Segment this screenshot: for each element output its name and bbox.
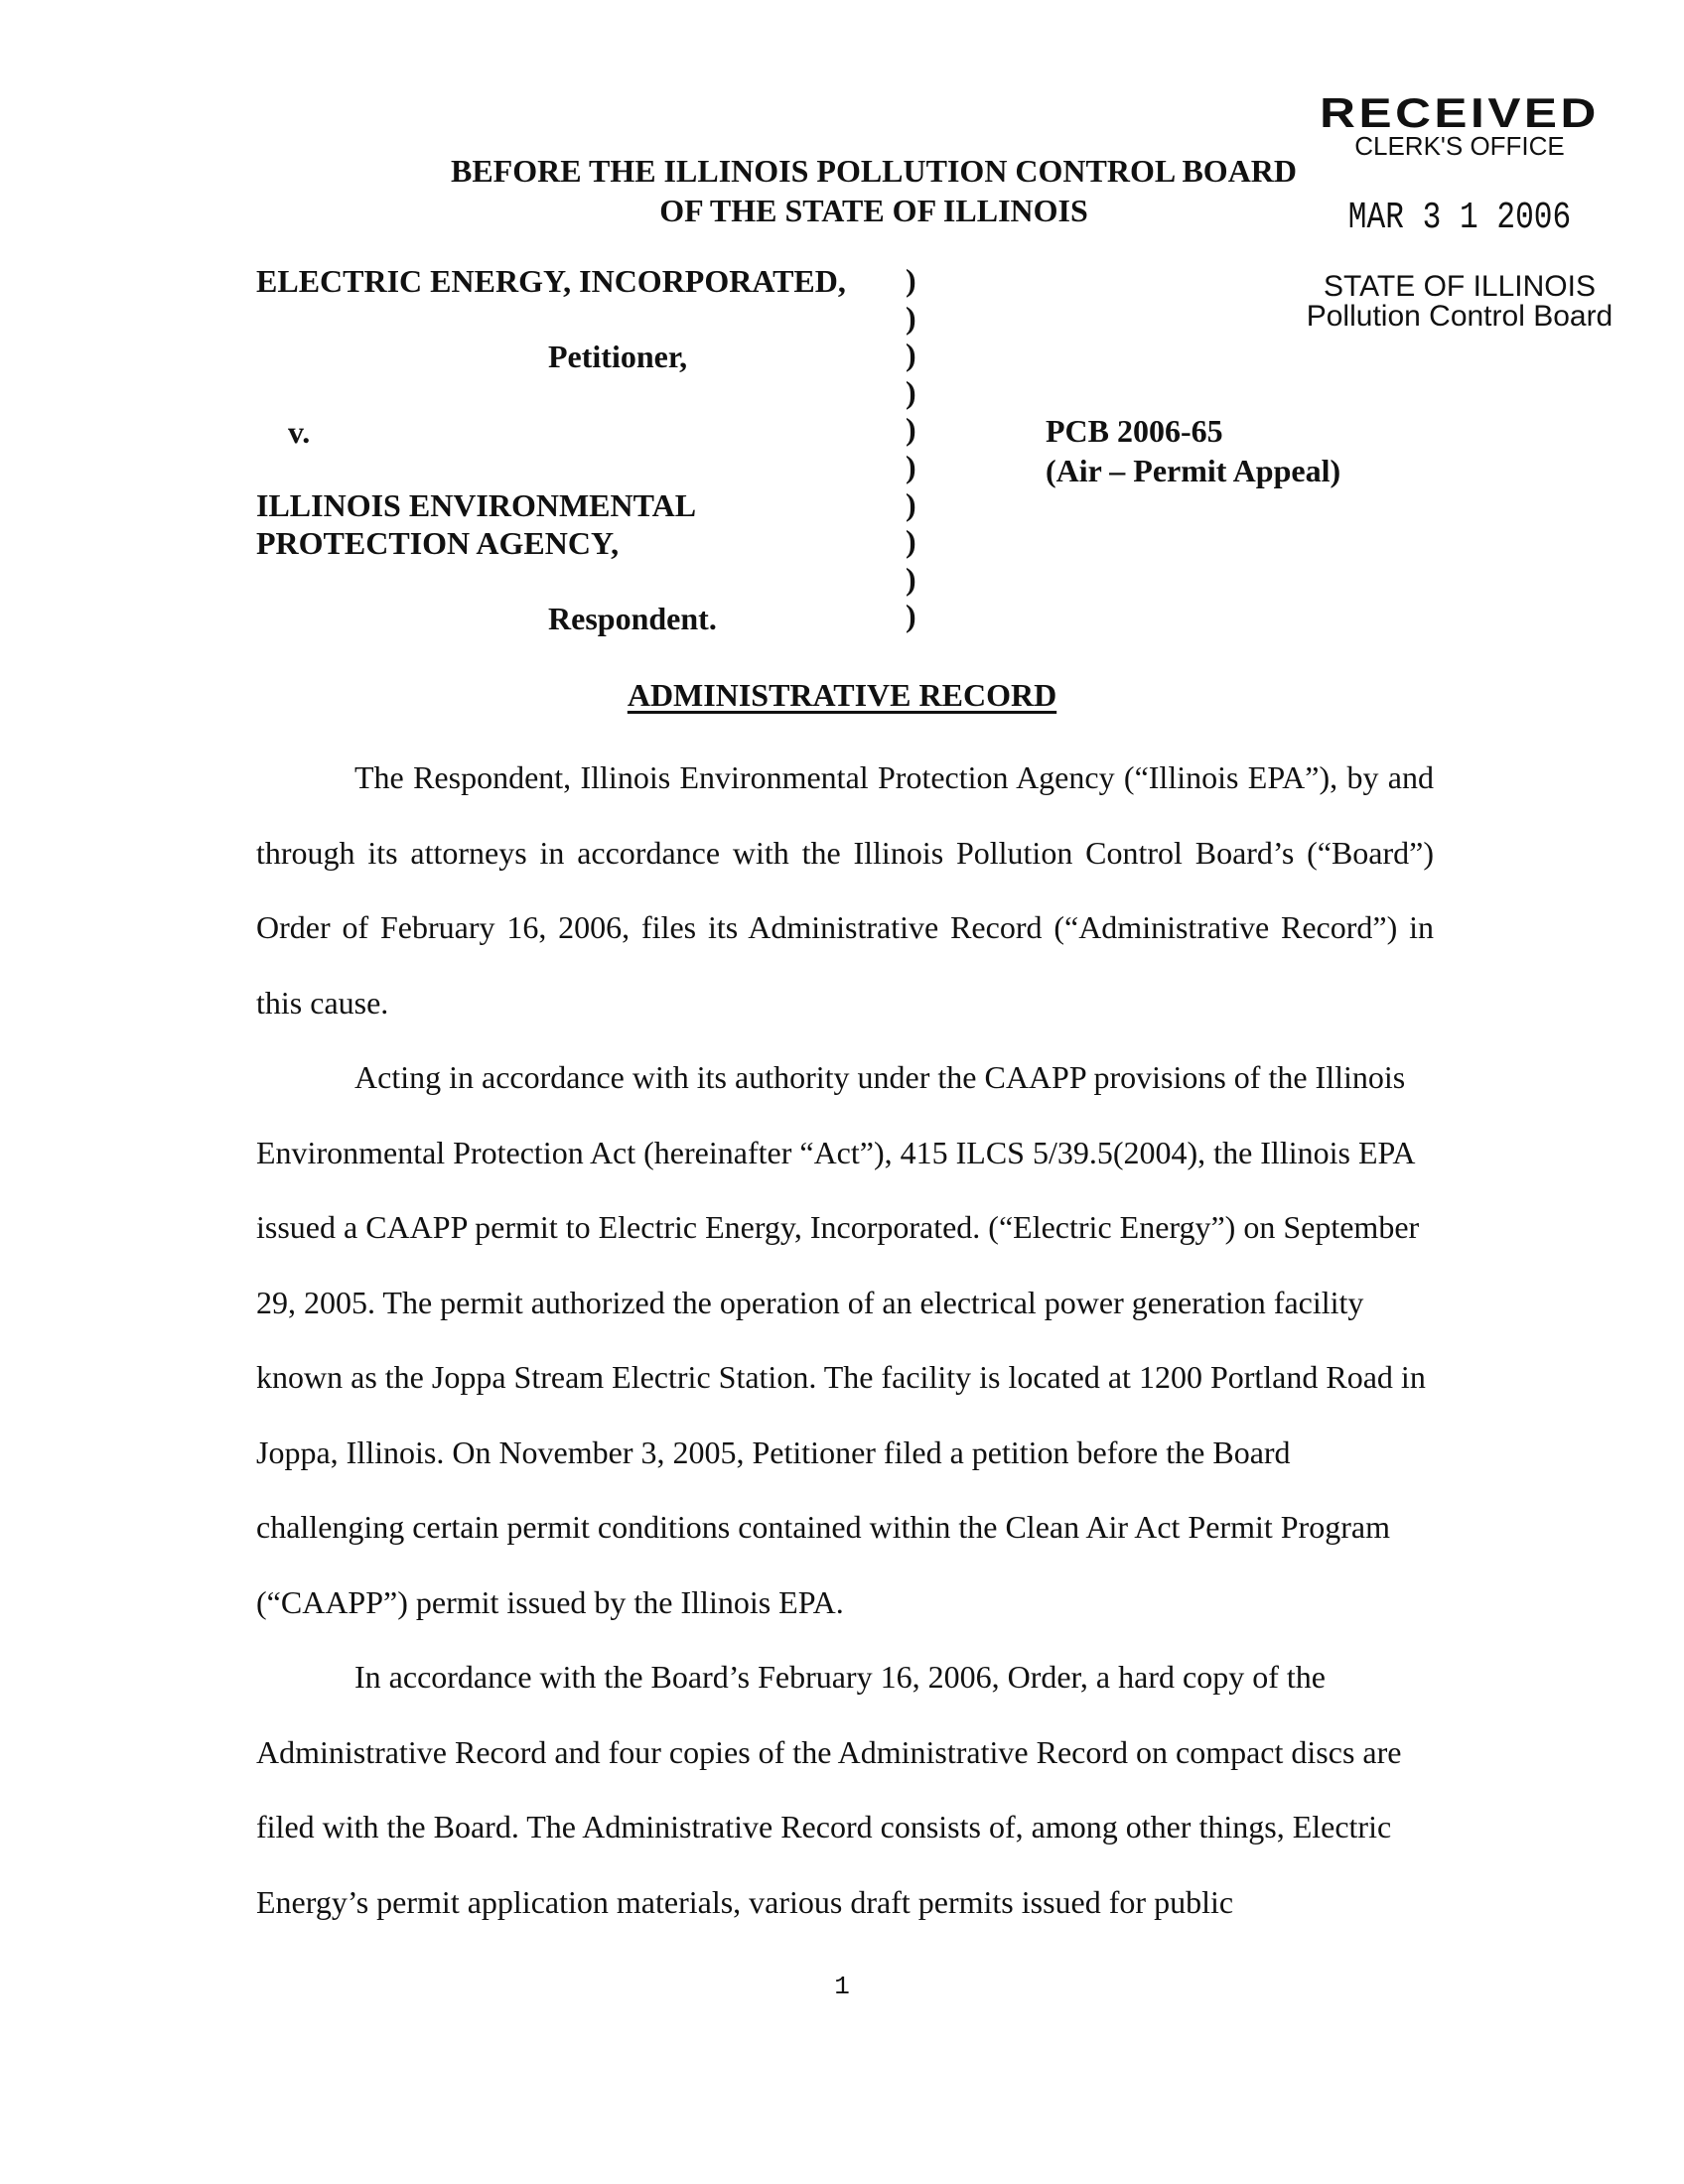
caption-paren: ): [906, 299, 916, 336]
caption-paren: ): [906, 411, 916, 448]
caption-paren: ): [906, 598, 916, 634]
document-title-text: ADMINISTRATIVE RECORD: [627, 677, 1057, 713]
caption-paren-column: [906, 262, 916, 635]
respondent-name-line2: PROTECTION AGENCY,: [256, 525, 620, 561]
petitioner-name: ELECTRIC ENERGY, INCORPORATED,: [256, 263, 846, 299]
body-paragraph-2: Acting in accordance with its authority under the CAAPP provisions of the Illinois Environmental Protection Act (hereinafter “Act”), 415 ILCS 5/39.5(2004), the Illinois EPA issued a CAAPP permit to Electric Energy, Incorporated. (“Electric Energy”) on September 29, 2005. The permit authorized the operation of an electrical power generation facility known as the Joppa Stream Electric Station. The facility is located at 1200 Portland Road in Joppa, Illinois. On November 3, 2005, Petitioner filed a petition before the Board challenging certain permit conditions contained within the Clean Air Act Permit Program (“CAAPP”) permit issued by the Illinois EPA.: [256, 1059, 1426, 1620]
case-type: (Air – Permit Appeal): [1046, 453, 1341, 488]
page-number: 1: [834, 1972, 850, 2001]
stamp-state: STATE OF ILLINOIS: [1324, 270, 1596, 303]
document-body: [256, 741, 1434, 1940]
caption-paren: ): [906, 337, 916, 373]
court-header-line1: BEFORE THE ILLINOIS POLLUTION CONTROL BOARD: [450, 153, 1298, 189]
document-title: [0, 675, 1684, 715]
caption-paren: ): [906, 523, 916, 560]
stamp-clerks-office: CLERK'S OFFICE: [1354, 131, 1565, 161]
caption-paren: ): [906, 560, 916, 597]
case-number: PCB 2006-65: [1046, 413, 1223, 449]
caption-paren: ): [906, 262, 916, 298]
caption-paren: ): [906, 373, 916, 410]
caption-paren: ): [906, 448, 916, 484]
body-paragraph-1: The Respondent, Illinois Environmental Protection Agency (“Illinois EPA”), by and through its attorneys in accordance with the Illinois Pollution Control Board’s (“Board”) Order of February 16, 2006, files its Administrative Record (“Administrative Record”) in this cause.: [256, 759, 1434, 1021]
versus-label: v.: [288, 414, 311, 450]
stamp-board: Pollution Control Board: [1306, 300, 1614, 333]
caption-paren: ): [906, 485, 916, 522]
court-header-line2: OF THE STATE OF ILLINOIS: [659, 193, 1088, 228]
petitioner-label: Petitioner,: [548, 339, 688, 374]
stamp-received: RECEIVED: [1320, 89, 1600, 136]
case-block: [1046, 411, 1340, 490]
respondent-label: Respondent.: [548, 601, 717, 636]
court-header: [377, 151, 1370, 230]
stamp-date: MAR 3 1 2006: [1347, 197, 1572, 239]
body-paragraph-3: In accordance with the Board’s February 16, 2006, Order, a hard copy of the Administrative Record and four copies of the Administrative Record on compact discs are filed with the Board. The Administrative Record consists of, among other things, Electric Energy’s permit application materials, various draft permits issued for public: [256, 1659, 1402, 1920]
respondent-name-line1: ILLINOIS ENVIRONMENTAL: [256, 487, 697, 523]
